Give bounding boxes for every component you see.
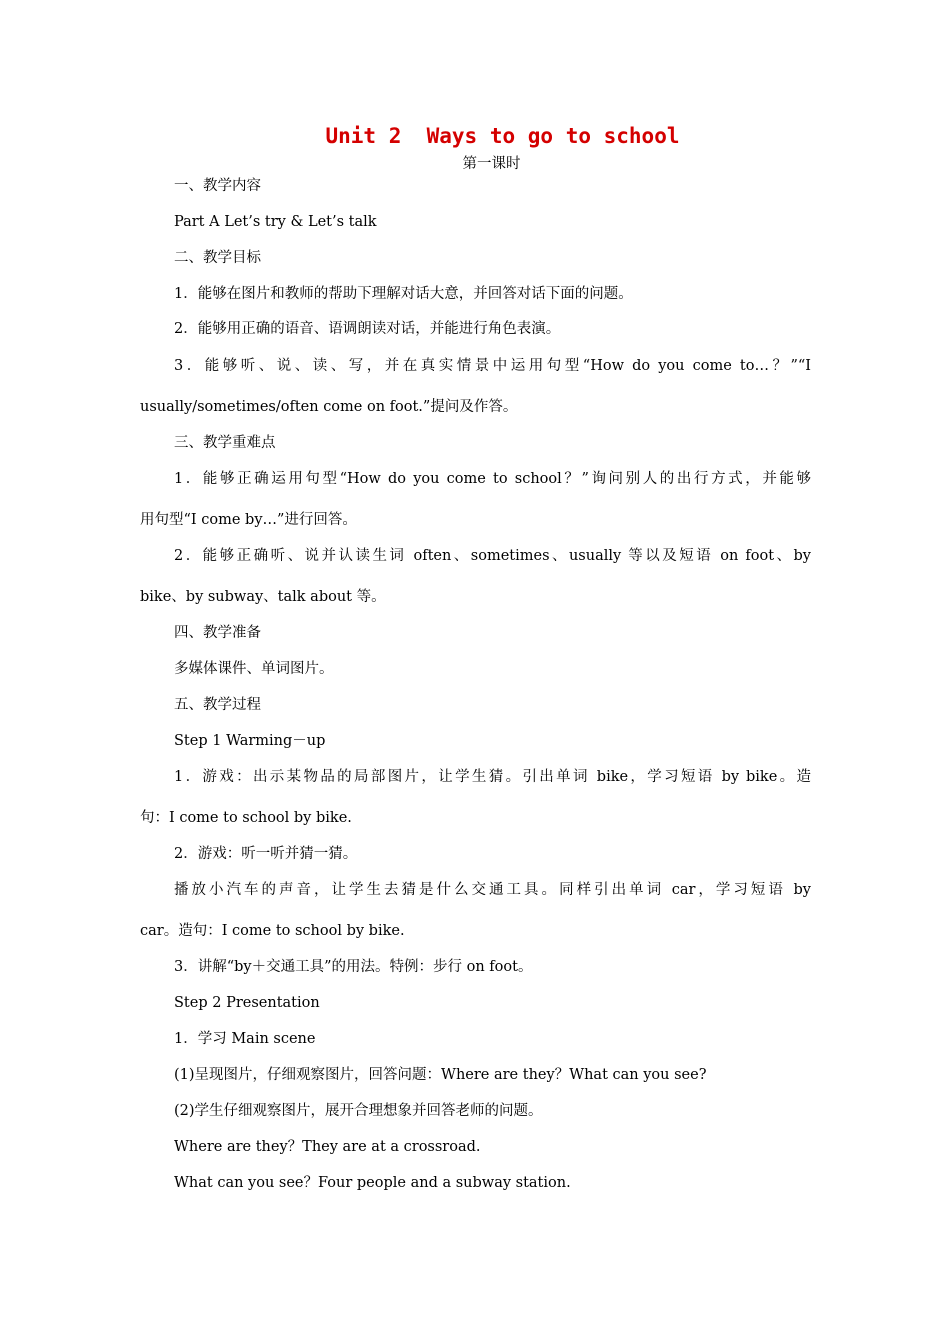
paragraph: Part A Let’s try & Let’s talk <box>174 214 377 230</box>
paragraph: 2．游戏：听一听并猜一猜。 <box>174 846 358 862</box>
section-heading: 三、教学重难点 <box>174 435 276 451</box>
step-heading: Step 1 Warming－up <box>174 733 326 749</box>
paragraph: (2)学生仔细观察图片，展开合理想象并回答老师的问题。 <box>174 1103 543 1119</box>
paragraph: 2．能够用正确的语音、语调朗读对话，并能进行角色表演。 <box>174 321 561 337</box>
paragraph-continuation: 句：I come to school by bike. <box>140 810 352 826</box>
paragraph: 1．能够在图片和教师的帮助下理解对话大意，并回答对话下面的问题。 <box>174 286 633 302</box>
paragraph: 1．游戏：出示某物品的局部图片，让学生猜。引出单词 bike，学习短语 by bike。造 <box>174 769 811 785</box>
paragraph: 3．讲解“by＋交通工具”的用法。特例：步行 on foot。 <box>174 959 533 975</box>
paragraph-continuation: usually/sometimes/often come on foot.”提问及作答。 <box>140 399 518 415</box>
section-heading: 一、教学内容 <box>174 178 261 194</box>
step-heading: Step 2 Presentation <box>174 995 320 1011</box>
lesson-subtitle: 第一课时 <box>462 156 521 172</box>
paragraph: What can you see？Four people and a subway station. <box>174 1175 571 1191</box>
page-title: Unit 2 Ways to go to school <box>325 124 680 148</box>
paragraph: 2．能够正确听、说并认读生词 often、sometimes、usually 等以及短语 on foot、by <box>174 548 811 564</box>
section-heading: 四、教学准备 <box>174 625 261 641</box>
paragraph: 多媒体课件、单词图片。 <box>174 661 334 677</box>
paragraph: 1．能够正确运用句型“How do you come to school？”询问别人的出行方式，并能够 <box>174 471 811 487</box>
paragraph: (1)呈现图片，仔细观察图片，回答问题：Where are they？What can you see? <box>174 1067 707 1083</box>
paragraph: 1．学习 Main scene <box>174 1031 316 1047</box>
section-heading: 五、教学过程 <box>174 697 261 713</box>
paragraph: 播放小汽车的声音，让学生去猜是什么交通工具。同样引出单词 car，学习短语 by <box>174 882 811 898</box>
paragraph: Where are they？They are at a crossroad. <box>174 1139 481 1155</box>
paragraph-continuation: 用句型“I come by…”进行回答。 <box>140 512 357 528</box>
paragraph-continuation: bike、by subway、talk about 等。 <box>140 589 386 605</box>
paragraph-continuation: car。造句：I come to school by bike. <box>140 923 405 939</box>
section-heading: 二、教学目标 <box>174 250 261 266</box>
paragraph: 3．能够听、说、读、写，并在真实情景中运用句型“How do you come to…？”“I <box>174 358 811 374</box>
